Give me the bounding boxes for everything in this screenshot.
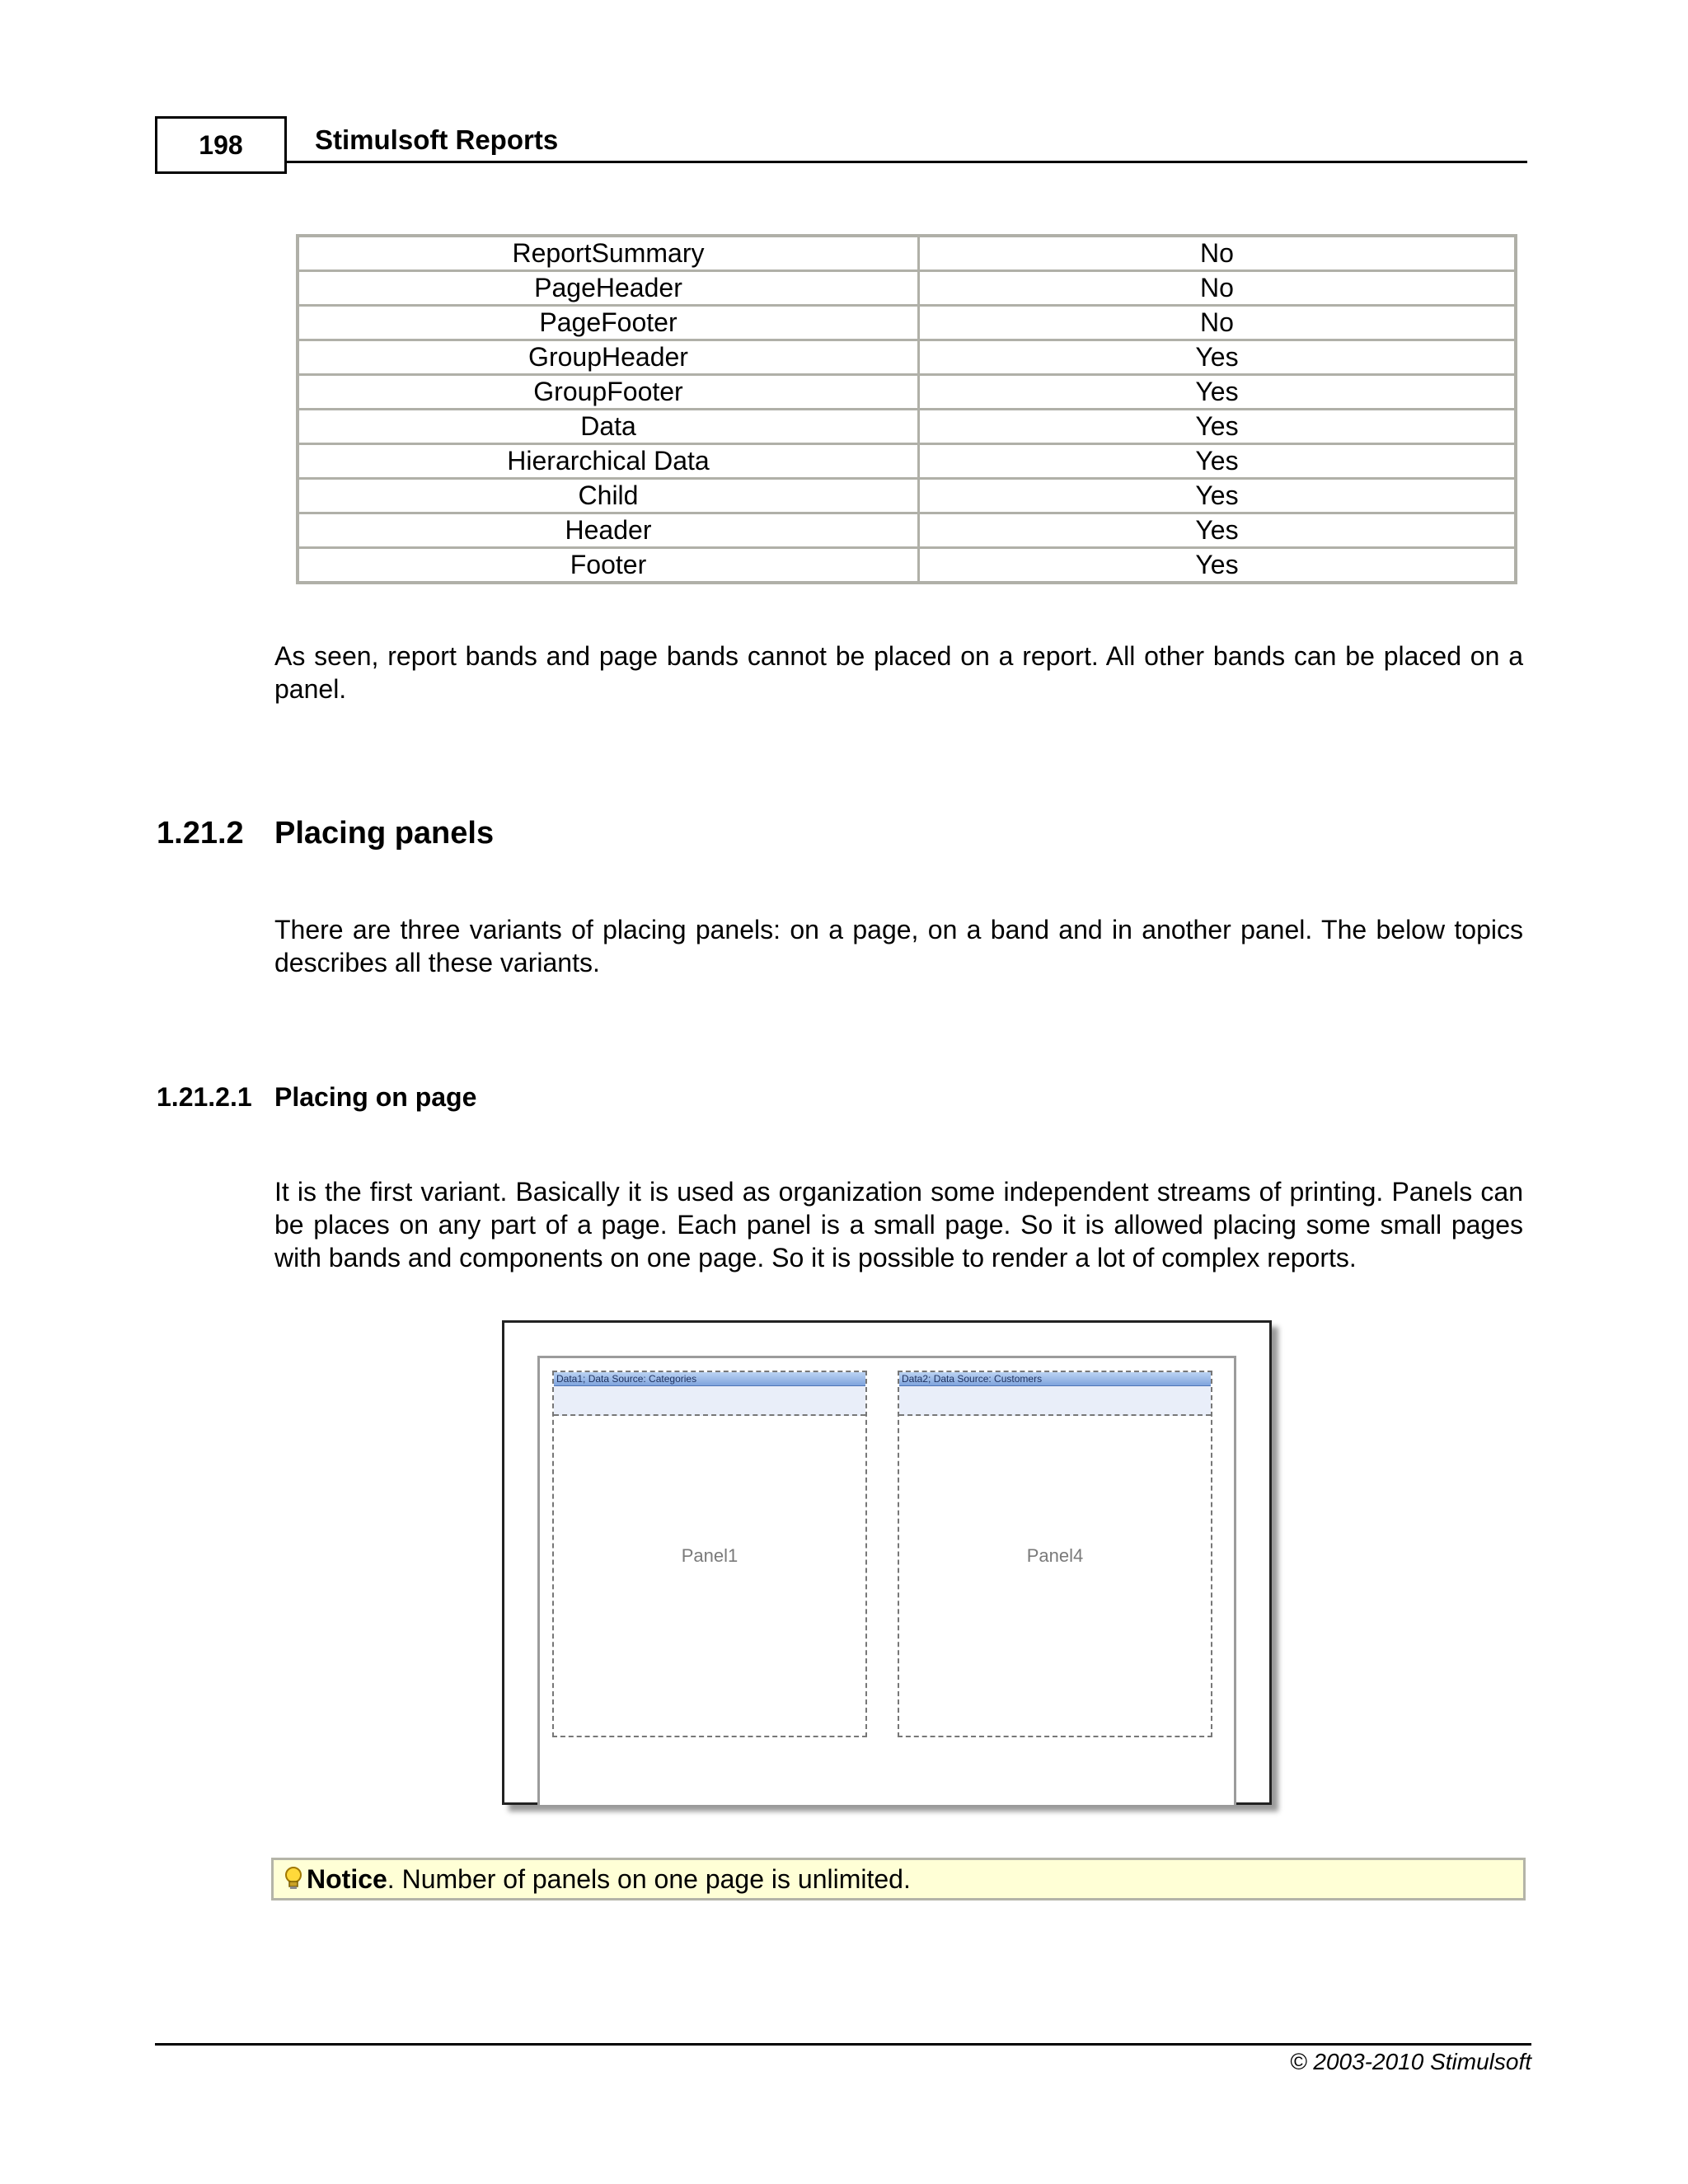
- band-name-cell: GroupHeader: [298, 340, 919, 375]
- band-name-cell: Header: [298, 513, 919, 548]
- data-band: [899, 1386, 1211, 1416]
- table-row: [298, 444, 1516, 479]
- notice-text: . Number of panels on one page is unlimited.: [387, 1864, 911, 1894]
- band-name-cell: Hierarchical Data: [298, 444, 919, 479]
- allowed-cell: No: [919, 236, 1517, 271]
- section-title: Placing panels: [274, 816, 495, 851]
- table-row: [298, 271, 1516, 306]
- paragraph-bands-summary: As seen, report bands and page bands cannot be placed on a report. All other bands can be placed on a panel.: [274, 641, 1523, 704]
- table-row: [298, 306, 1516, 340]
- allowed-cell: Yes: [919, 479, 1517, 513]
- band-name-cell: PageFooter: [298, 306, 919, 340]
- table-row: [298, 479, 1516, 513]
- band-name-cell: PageHeader: [298, 271, 919, 306]
- page-number: 198: [155, 116, 287, 174]
- band-name-cell: ReportSummary: [298, 236, 919, 271]
- panel-left: [552, 1371, 867, 1737]
- band-placement-table: [296, 234, 1517, 584]
- panel-right: [898, 1371, 1212, 1737]
- table-row: [298, 375, 1516, 410]
- allowed-cell: No: [919, 271, 1517, 306]
- data-band-caption: Data1; Data Source: Categories: [554, 1372, 865, 1386]
- allowed-cell: Yes: [919, 444, 1517, 479]
- subsection-heading: [157, 1082, 476, 1113]
- notice-box: [271, 1858, 1526, 1900]
- band-name-cell: Footer: [298, 548, 919, 583]
- footer-rule: [155, 2043, 1531, 2046]
- band-name-cell: Child: [298, 479, 919, 513]
- running-header-title: Stimulsoft Reports: [315, 124, 559, 155]
- table-row: [298, 340, 1516, 375]
- data-band: [554, 1386, 865, 1416]
- designer-screenshot-figure: [502, 1320, 1272, 1805]
- header-rule: [287, 161, 1527, 163]
- allowed-cell: Yes: [919, 410, 1517, 444]
- allowed-cell: Yes: [919, 548, 1517, 583]
- table-row: [298, 410, 1516, 444]
- section-number: 1.21.2: [157, 816, 244, 851]
- table-row: [298, 513, 1516, 548]
- footer-copyright: © 2003-2010 Stimulsoft: [1289, 2049, 1531, 2074]
- band-name-cell: GroupFooter: [298, 375, 919, 410]
- subsection-title: Placing on page: [274, 1082, 477, 1112]
- subsection-number: 1.21.2.1: [157, 1082, 252, 1112]
- allowed-cell: Yes: [919, 375, 1517, 410]
- table-row: [298, 236, 1516, 271]
- section-heading: [157, 816, 494, 851]
- allowed-cell: Yes: [919, 340, 1517, 375]
- allowed-cell: No: [919, 306, 1517, 340]
- table-row: [298, 548, 1516, 583]
- panel-label: Panel1: [681, 1545, 738, 1566]
- lightbulb-icon: [282, 1866, 305, 1891]
- report-page: [537, 1356, 1236, 1805]
- notice-label: Notice: [307, 1864, 387, 1894]
- panel-label: Panel4: [1026, 1545, 1084, 1566]
- band-name-cell: Data: [298, 410, 919, 444]
- data-band-caption: Data2; Data Source: Customers: [899, 1372, 1211, 1386]
- paragraph-placing-on-page: It is the first variant. Basically it is used as organization some independent streams of printing. Panels can be places on any part of a page. Each panel is a small page. So it is allowed placing some small pages with bands and components on one page. So it is possible to render a lot of complex reports.: [274, 1177, 1523, 1272]
- allowed-cell: Yes: [919, 513, 1517, 548]
- paragraph-variants: There are three variants of placing panels: on a page, on a band and in another panel. The below topics describes all these variants.: [274, 915, 1523, 977]
